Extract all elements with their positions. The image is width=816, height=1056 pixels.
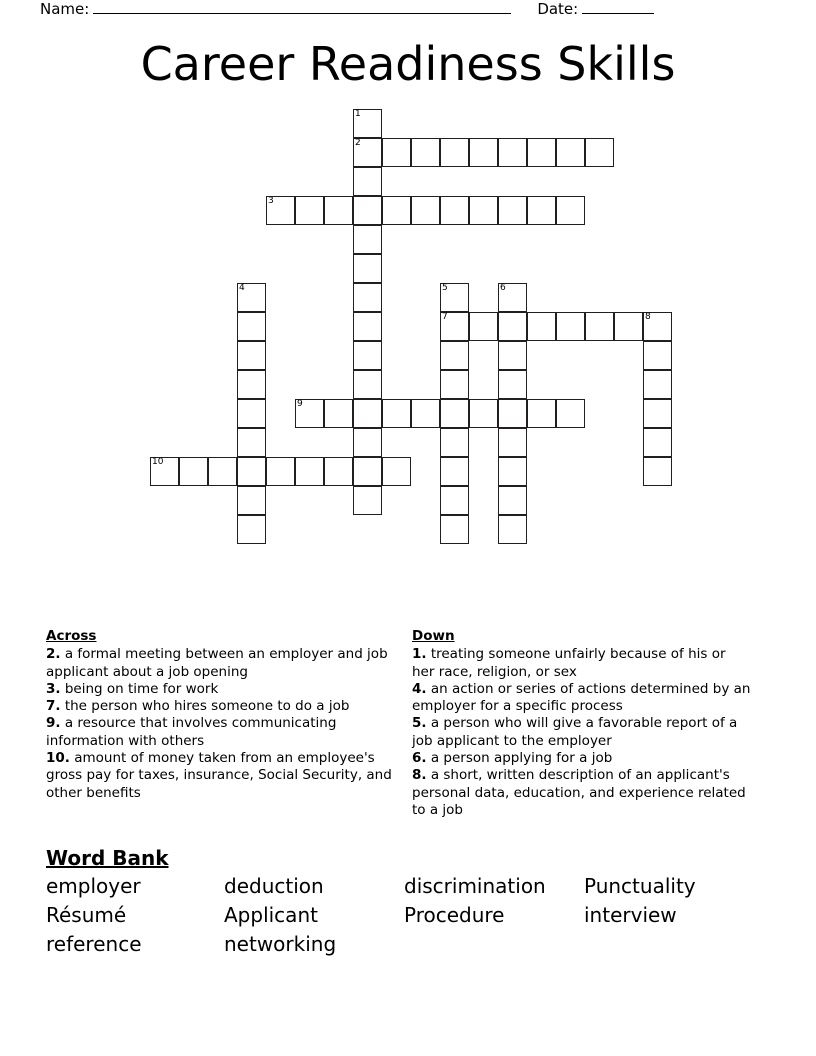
clue-across-7	[46, 698, 396, 715]
crossword-cell[interactable]	[237, 486, 266, 515]
crossword-cell[interactable]	[527, 196, 556, 225]
across-clues-column	[46, 628, 396, 819]
clue-text: amount of money taken from an employee's gross pay for taxes, insurance, Social Security, and other benefits	[46, 750, 392, 801]
crossword-cell[interactable]	[324, 196, 353, 225]
crossword-cell[interactable]	[237, 283, 266, 312]
crossword-cell[interactable]	[382, 138, 411, 167]
clue-down-6	[412, 750, 752, 767]
clue-text: an action or series of actions determined by an employer for a specific process	[412, 680, 751, 715]
crossword-cell[interactable]	[237, 370, 266, 399]
down-clues-column	[412, 628, 752, 819]
clue-text: a short, written description of an applicant's personal data, education, and experience related to a job	[412, 767, 746, 818]
crossword-cell[interactable]	[237, 457, 266, 486]
crossword-cell-number: 10	[152, 457, 164, 467]
crossword-cell[interactable]	[643, 312, 672, 341]
crossword-cell[interactable]	[498, 312, 527, 341]
word-bank-item: reference	[46, 932, 142, 956]
crossword-cell[interactable]	[324, 399, 353, 428]
crossword-cell[interactable]	[237, 399, 266, 428]
crossword-cell[interactable]	[643, 428, 672, 457]
crossword-cell-number: 9	[297, 399, 303, 409]
crossword-cell[interactable]	[643, 341, 672, 370]
crossword-cell[interactable]	[150, 457, 179, 486]
clues-section	[46, 628, 770, 819]
word-bank-item: employer	[46, 874, 141, 898]
clue-across-9	[46, 715, 396, 750]
crossword-cell[interactable]	[643, 370, 672, 399]
clue-number: 8.	[412, 767, 427, 784]
clue-text: a person who will give a favorable report of a job applicant to the employer	[412, 715, 738, 749]
crossword-cell[interactable]	[237, 341, 266, 370]
crossword-cell[interactable]	[382, 196, 411, 225]
crossword-cell[interactable]	[353, 370, 382, 399]
crossword-cell-number: 1	[355, 109, 361, 119]
crossword-cell[interactable]	[411, 138, 440, 167]
crossword-cell[interactable]	[527, 138, 556, 167]
crossword-cell[interactable]	[469, 312, 498, 341]
word-bank-item: Procedure	[404, 903, 505, 927]
crossword-cell-number: 7	[442, 312, 448, 322]
crossword-cell[interactable]	[498, 399, 527, 428]
crossword-cell[interactable]	[353, 486, 382, 515]
crossword-cell[interactable]	[411, 399, 440, 428]
clue-number: 1.	[412, 646, 427, 663]
clue-text: being on time for work	[64, 680, 219, 697]
clue-across-2	[46, 646, 396, 681]
crossword-cell[interactable]	[353, 167, 382, 196]
clue-across-10	[46, 750, 396, 802]
clue-number: 3.	[46, 680, 61, 697]
crossword-cell[interactable]	[440, 370, 469, 399]
crossword-cell[interactable]	[353, 457, 382, 486]
date-input-line[interactable]	[582, 0, 654, 14]
clue-text: treating someone unfairly because of his or her race, religion, or sex	[412, 646, 726, 680]
crossword-cell[interactable]	[295, 196, 324, 225]
crossword-cell[interactable]	[237, 515, 266, 544]
crossword-cell[interactable]	[498, 196, 527, 225]
crossword-cell[interactable]	[440, 138, 469, 167]
crossword-cell[interactable]	[440, 196, 469, 225]
word-bank-item: networking	[224, 932, 337, 956]
crossword-cell[interactable]	[440, 399, 469, 428]
word-bank-grid	[46, 872, 770, 959]
across-heading: Across	[46, 628, 97, 644]
word-bank-item: interview	[584, 903, 677, 927]
crossword-cell[interactable]	[643, 399, 672, 428]
crossword-cell[interactable]	[527, 399, 556, 428]
name-input-line[interactable]	[93, 0, 511, 14]
crossword-cell[interactable]	[208, 457, 237, 486]
crossword-cell[interactable]	[440, 341, 469, 370]
crossword-cell[interactable]	[556, 138, 585, 167]
clue-number: 10.	[46, 750, 70, 767]
crossword-cell[interactable]	[498, 457, 527, 486]
crossword-cell[interactable]	[556, 399, 585, 428]
crossword-cell[interactable]	[469, 399, 498, 428]
crossword-cell[interactable]	[353, 109, 382, 138]
word-bank-heading: Word Bank	[46, 846, 169, 870]
crossword-cell[interactable]	[179, 457, 208, 486]
crossword-cell[interactable]	[353, 254, 382, 283]
crossword-cell[interactable]	[295, 399, 324, 428]
clue-down-5	[412, 715, 752, 750]
crossword-cell[interactable]	[237, 428, 266, 457]
crossword-cell-number: 8	[645, 312, 651, 322]
crossword-cell-number: 2	[355, 138, 361, 148]
crossword-cell[interactable]	[556, 196, 585, 225]
crossword-cell[interactable]	[440, 428, 469, 457]
crossword-cell[interactable]	[614, 312, 643, 341]
clue-number: 6.	[412, 750, 427, 767]
crossword-cell[interactable]	[353, 312, 382, 341]
crossword-cell[interactable]	[353, 399, 382, 428]
crossword-cell[interactable]	[411, 196, 440, 225]
word-bank-item: Résumé	[46, 903, 127, 927]
word-bank-section	[46, 845, 770, 959]
crossword-cell[interactable]	[556, 312, 585, 341]
crossword-cell[interactable]	[440, 486, 469, 515]
crossword-cell[interactable]	[382, 399, 411, 428]
crossword-cell[interactable]	[527, 312, 556, 341]
crossword-cell[interactable]	[266, 196, 295, 225]
crossword-cell[interactable]	[643, 457, 672, 486]
crossword-cell[interactable]	[498, 138, 527, 167]
clue-number: 5.	[412, 715, 427, 732]
word-bank-item: deduction	[224, 874, 324, 898]
crossword-cell[interactable]	[353, 283, 382, 312]
name-label: Name:	[40, 0, 90, 18]
crossword-cell[interactable]	[353, 341, 382, 370]
crossword-cell[interactable]	[498, 428, 527, 457]
clue-text: a person applying for a job	[430, 750, 613, 767]
crossword-cell[interactable]	[585, 312, 614, 341]
clue-across-3	[46, 681, 396, 698]
crossword-cell[interactable]	[498, 515, 527, 544]
crossword-cell[interactable]	[498, 370, 527, 399]
crossword-cell[interactable]	[353, 196, 382, 225]
crossword-cell[interactable]	[440, 457, 469, 486]
crossword-cell[interactable]	[498, 283, 527, 312]
crossword-cell[interactable]	[440, 312, 469, 341]
clue-number: 7.	[46, 698, 61, 715]
word-bank-item: Punctuality	[584, 874, 696, 898]
crossword-cell-number: 4	[239, 283, 245, 293]
clue-text: the person who hires someone to do a job	[64, 698, 350, 715]
page-title: Career Readiness Skills	[140, 37, 676, 91]
crossword-cell[interactable]	[498, 341, 527, 370]
clue-number: 2.	[46, 646, 61, 663]
crossword-cell[interactable]	[353, 225, 382, 254]
crossword-cell-number: 5	[442, 283, 448, 293]
crossword-cell-number: 6	[500, 283, 506, 293]
date-label: Date:	[537, 0, 579, 18]
crossword-cell[interactable]	[469, 138, 498, 167]
name-date-bar	[40, 0, 776, 26]
clue-number: 9.	[46, 715, 61, 732]
crossword-cell[interactable]	[266, 457, 295, 486]
clue-text: a resource that involves communicating information with others	[46, 715, 337, 749]
down-heading: Down	[412, 628, 455, 644]
clue-down-1	[412, 646, 752, 681]
clue-text: a formal meeting between an employer and job applicant about a job opening	[46, 646, 388, 680]
crossword-cell[interactable]	[324, 457, 353, 486]
crossword-cell[interactable]	[353, 428, 382, 457]
word-bank-item: discrimination	[404, 874, 546, 898]
crossword-cell[interactable]	[440, 515, 469, 544]
crossword-cell[interactable]	[469, 196, 498, 225]
crossword-cell[interactable]	[353, 138, 382, 167]
clue-number: 4.	[412, 680, 427, 697]
word-bank-item: Applicant	[224, 903, 318, 927]
crossword-cell[interactable]	[237, 312, 266, 341]
clue-down-4	[412, 681, 752, 716]
crossword-cell[interactable]	[440, 283, 469, 312]
clue-down-8	[412, 767, 752, 819]
crossword-cell-number: 3	[268, 196, 274, 206]
crossword-cell[interactable]	[295, 457, 324, 486]
crossword-cell[interactable]	[585, 138, 614, 167]
crossword-cell[interactable]	[382, 457, 411, 486]
crossword-cell[interactable]	[498, 486, 527, 515]
